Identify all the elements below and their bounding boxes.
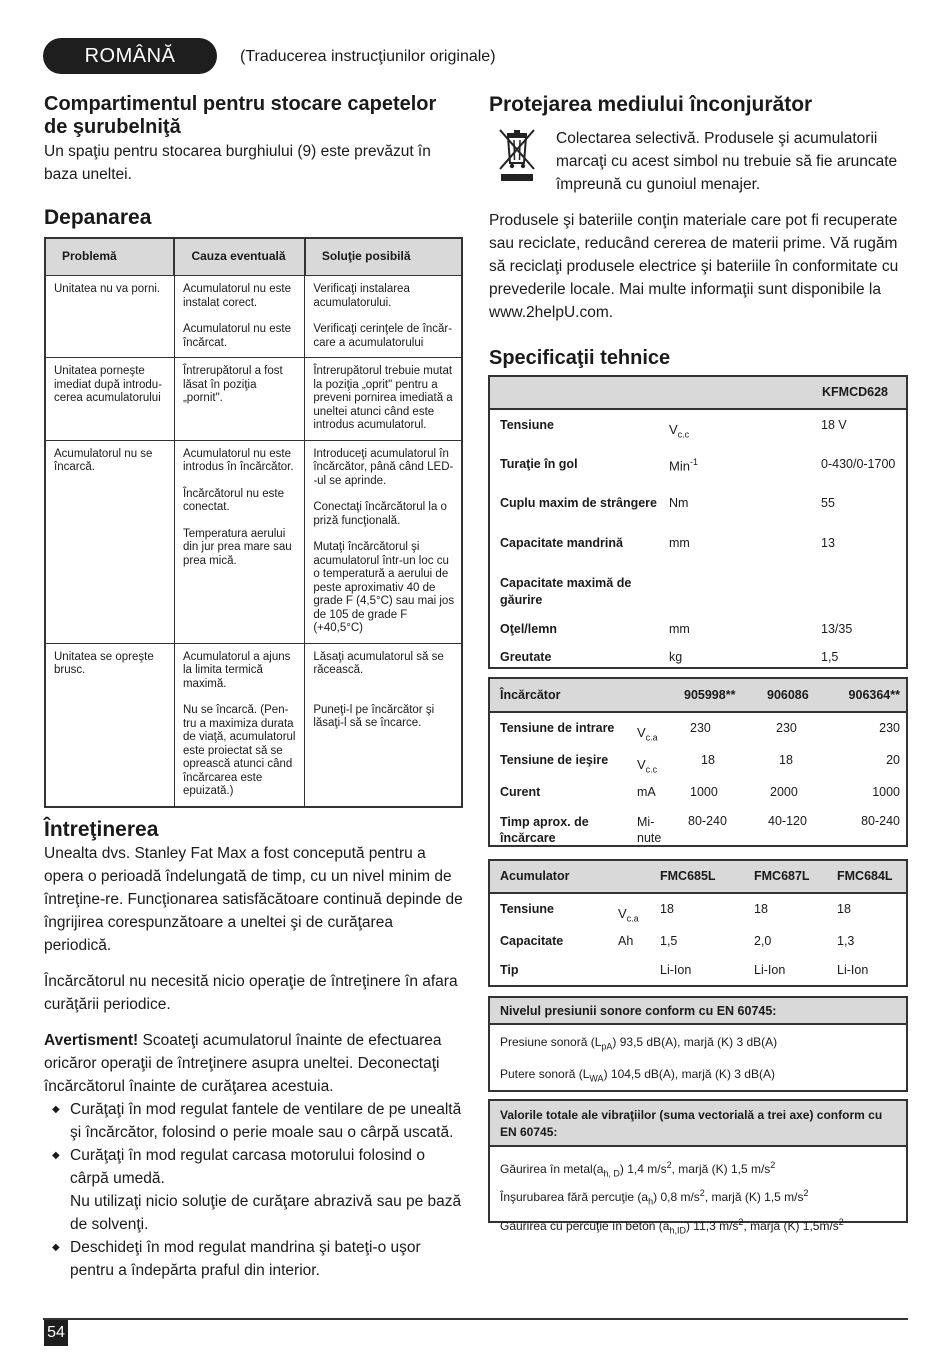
- battery-row-label: Tensiune: [500, 902, 554, 916]
- troubleshooting-title: Depanarea: [44, 206, 152, 229]
- cause-cell: Acumulatorul nu este introdus în încărcător. Încărcătorul nu este conectat. Temperatura aerului din jur prea mare sau prea mică.: [174, 440, 304, 643]
- spec-label: Oţel/lemn: [500, 622, 557, 636]
- problem-cell: Unitatea porneşte imediat după introdu-cerea acumulatorului: [45, 358, 174, 441]
- battery-model: FMC685L: [660, 869, 716, 883]
- table-row: [45, 440, 462, 643]
- charger-value: 80-240: [688, 814, 727, 828]
- battery-value: 18: [660, 902, 674, 916]
- specs-title: Specificaţii tehnice: [489, 347, 671, 369]
- problem-cell: Unitatea se opreşte brusc.: [45, 643, 174, 807]
- table-row: [45, 276, 462, 358]
- vibration-line: Găurirea cu percuţie în beton $(a_{h,ID})$ 11,3 $m/s^2$, marjă (K) $1,5m/s^2$: [500, 1216, 844, 1236]
- sound-pressure: Presiune sonoră $(L_{pA})$ 93,5 dB(A), marjă (K) 3 dB(A): [500, 1035, 778, 1052]
- battery-spec-table: [488, 859, 908, 987]
- troubleshooting-table: [44, 237, 463, 808]
- battery-header: [490, 861, 906, 894]
- sound-title: Nivelul presiunii sonore conform cu EN 60745:: [490, 998, 906, 1025]
- battery-value: Li-Ion: [837, 963, 869, 977]
- storage-section: [44, 93, 464, 186]
- vibration-title: Valorile totale ale vibraţiilor (suma vectorială a trei axe) conform cu EN 60745:: [490, 1101, 906, 1147]
- environment-title: Protejarea mediului înconjurător: [489, 93, 813, 116]
- warning-paragraph: [44, 1029, 464, 1098]
- charger-row-unit: $V_{c.c}$: [637, 757, 658, 775]
- spec-label: Capacitate maximă de găurire: [500, 576, 632, 607]
- sound-power: Putere sonoră $(L_{WA})$ 104,5 dB(A), marjă (K) 3 dB(A): [500, 1067, 775, 1084]
- table-row: [45, 643, 462, 807]
- charger-maintenance-paragraph: Încărcătorul nu necesită nicio operaţie de întreţinere în afara curăţării periodice.: [44, 973, 458, 1013]
- charger-value: 1000: [690, 785, 718, 799]
- charger-model: 906364**: [848, 688, 900, 702]
- charger-row-unit: $V_{c.a}$: [637, 725, 658, 743]
- page-subtitle: (Traducerea instrucţiunilor originale): [240, 48, 496, 65]
- charger-row-label: Curent: [500, 785, 541, 799]
- battery-value: 1,5: [660, 934, 678, 948]
- list-item: ◆ Curăţaţi în mod regulat fantele de ventilare de pe unealtă şi încărcător, folosind o perie moale sau o cârpă uscată.: [44, 1098, 464, 1144]
- cause-cell: Acumulatorul nu este instalat corect. Acumulatorul nu este încărcat.: [174, 276, 304, 358]
- battery-row-unit: Ah: [618, 934, 634, 948]
- battery-value: 18: [837, 902, 851, 916]
- cause-cell: Acumulatorul a ajuns la limita termică maximă. Nu se încarcă. (Pen-tru a maximiza durata de viaţă, acumulatorul este proiectat să se oprească atunci când încărcarea este epuizată.): [174, 643, 304, 807]
- warning-text: Scoateţi acumulatorul înainte de efectuarea oricăror operaţii de întreţinere asupra uneltei. Deconectaţi încărcătorul înainte de curăţarea acestuia.: [44, 1032, 442, 1095]
- spec-value: 13: [821, 536, 835, 550]
- battery-model: FMC684L: [837, 869, 893, 883]
- charger-label: Încărcător: [500, 688, 561, 702]
- battery-label: Acumulator: [500, 869, 570, 883]
- spec-unit: $V_{c.c}$: [669, 422, 690, 440]
- battery-row-label: Tip: [500, 963, 519, 977]
- spec-unit: kg: [669, 650, 683, 664]
- page-number: 54: [44, 1320, 68, 1346]
- spec-value: 55: [821, 496, 835, 510]
- spec-label: Cuplu maxim de strângere: [500, 496, 657, 510]
- battery-value: 1,3: [837, 934, 855, 948]
- charger-row-unit: mA: [637, 785, 656, 799]
- charger-header: [490, 679, 906, 713]
- sound-table: [488, 996, 908, 1092]
- charger-row-label: Tensiune de ieşire: [500, 753, 609, 767]
- spec-value: 0-430/0-1700: [821, 457, 896, 471]
- charger-value: 40-120: [768, 814, 807, 828]
- storage-text: Un spaţiu pentru stocarea burghiului (9) este prevăzut în baza uneltei.: [44, 143, 431, 183]
- solution-cell: Introduceţi acumulatorul în încărcător, până când LED--ul se aprinde. Conectaţi încărcătorul la o priză funcţională. Mutaţi încărcătorul şi acumulatorul într-un loc cu o temperatură a aerului de peste aproximativ 40 de grade F (4,5°C) sau mai jos de 105 de grade F (+40,5°C): [305, 440, 462, 643]
- table-row: [45, 358, 462, 441]
- selective-collection-text: Colectarea selectivă. Produsele şi acumulatorii marcaţi cu acest simbol nu trebuie să fie aruncate împreună cu gunoiul menajer.: [556, 130, 898, 193]
- solution-cell: Verificaţi instalarea acumulatorului. Verificaţi cerinţele de încăr-care a acumulatorului: [305, 276, 462, 358]
- model-label: KFMCD628: [822, 385, 888, 399]
- maintenance-section: [44, 818, 464, 1282]
- spec-value: 13/35: [821, 622, 853, 636]
- maintenance-list: [44, 1098, 464, 1282]
- charger-model: 905998**: [684, 688, 736, 702]
- charger-row-label: Tensiune de intrare: [500, 721, 615, 735]
- vibration-line: Găurirea în $metal(a_{h, D})$ 1,4 $m/s^2$, marjă (K) 1,5 $m/s^2$: [500, 1160, 776, 1179]
- spec-unit: mm: [669, 622, 690, 636]
- charger-value: 2000: [770, 785, 798, 799]
- col-header-problem: Problemă: [45, 238, 174, 276]
- charger-value: 18: [779, 753, 793, 767]
- battery-value: Li-Ion: [754, 963, 786, 977]
- cause-cell: Întrerupătorul a fost lăsat în poziţia „pornit".: [174, 358, 304, 441]
- tool-spec-header: [490, 377, 906, 410]
- vibration-line: Înşurubarea fără percuţie $(a_h)$ 0,8 $m/s^2$, marjă (K) 1,5 $m/s^2$: [500, 1188, 809, 1207]
- solution-cell: Lăsaţi acumulatorul să se răcească. Puneţi-l pe încărcător şi lăsaţi-l să se încarce.: [305, 643, 462, 807]
- maintenance-paragraph: Unealta dvs. Stanley Fat Max a fost concepută pentru a opera o perioadă îndelungată de timp, cu un nivel minim de întreţine-re. Funcţionarea satisfăcătoare continuă depinde de îngrijirea corespunzătoare a uneltei şi de curăţarea periodică.: [44, 845, 463, 954]
- battery-model: FMC687L: [754, 869, 810, 883]
- charger-value: 80-240: [861, 814, 900, 828]
- battery-value: Li-Ion: [660, 963, 692, 977]
- crossed-bin-icon: [497, 127, 537, 183]
- charger-value: 230: [879, 721, 900, 735]
- solution-cell: Întrerupătorul trebuie mutat la poziţia „oprit" pentru a preveni pornirea imediată a uneltei atunci când este introdus acumulatorul.: [305, 358, 462, 441]
- battery-value: 18: [754, 902, 768, 916]
- spec-label: Greutate: [500, 650, 552, 664]
- problem-cell: Unitatea nu va porni.: [45, 276, 174, 358]
- col-header-solution: Soluţie posibilă: [305, 238, 462, 276]
- charger-row-unit: Mi-nute: [637, 815, 662, 845]
- footer-divider: [43, 1318, 908, 1320]
- tool-spec-table: [488, 375, 908, 669]
- charger-value: 1000: [872, 785, 900, 799]
- charger-model: 906086: [767, 688, 809, 702]
- spec-unit: Nm: [669, 496, 689, 510]
- charger-row-label: Timp aprox. de încărcare: [500, 815, 589, 845]
- maintenance-title: Întreţinerea: [44, 818, 159, 841]
- language-badge: ROMÂNĂ: [43, 38, 217, 74]
- spec-unit: Min$^{-1}$: [669, 457, 698, 474]
- battery-value: 2,0: [754, 934, 772, 948]
- charger-value: 18: [701, 753, 715, 767]
- charger-spec-table: [488, 677, 908, 847]
- col-header-cause: Cauza eventuală: [174, 238, 304, 276]
- warning-label: Avertisment!: [44, 1032, 139, 1049]
- charger-value: 20: [886, 753, 900, 767]
- spec-label: Turaţie în gol: [500, 457, 578, 471]
- battery-row-unit: $V_{c.a}$: [618, 906, 639, 924]
- spec-unit: mm: [669, 536, 690, 550]
- spec-label: Tensiune: [500, 418, 554, 432]
- spec-label: Capacitate mandrină: [500, 536, 623, 550]
- vibration-table: [488, 1099, 908, 1236]
- charger-value: 230: [776, 721, 797, 735]
- list-item: ◆ Deschideţi în mod regulat mandrina şi bateţi-o uşor pentru a îndepărta praful din interior.: [44, 1236, 464, 1282]
- environment-text: Produsele şi bateriile conţin materiale care pot fi recuperate sau reciclate, reducând cererea de materii prime. Vă rugăm să reciclaţi produsele electrice şi bateriile în conformitate cu prevederile locale. Mai multe informaţii sunt disponibile la www.2helpU.com.: [489, 212, 899, 321]
- battery-row-label: Capacitate: [500, 934, 564, 948]
- problem-cell: Acumulatorul nu se încarcă.: [45, 440, 174, 643]
- storage-title: Compartimentul pentru stocare capetelor de şurubelniţă: [44, 93, 437, 138]
- list-item: ◆ Curăţaţi în mod regulat carcasa motorului folosind o cârpă umedă. Nu utilizaţi nicio soluţie de curăţare abrazivă sau pe bază de solvenţi.: [44, 1144, 464, 1236]
- spec-value: 1,5: [821, 650, 839, 664]
- spec-value: 18 V: [821, 418, 847, 432]
- charger-value: 230: [690, 721, 711, 735]
